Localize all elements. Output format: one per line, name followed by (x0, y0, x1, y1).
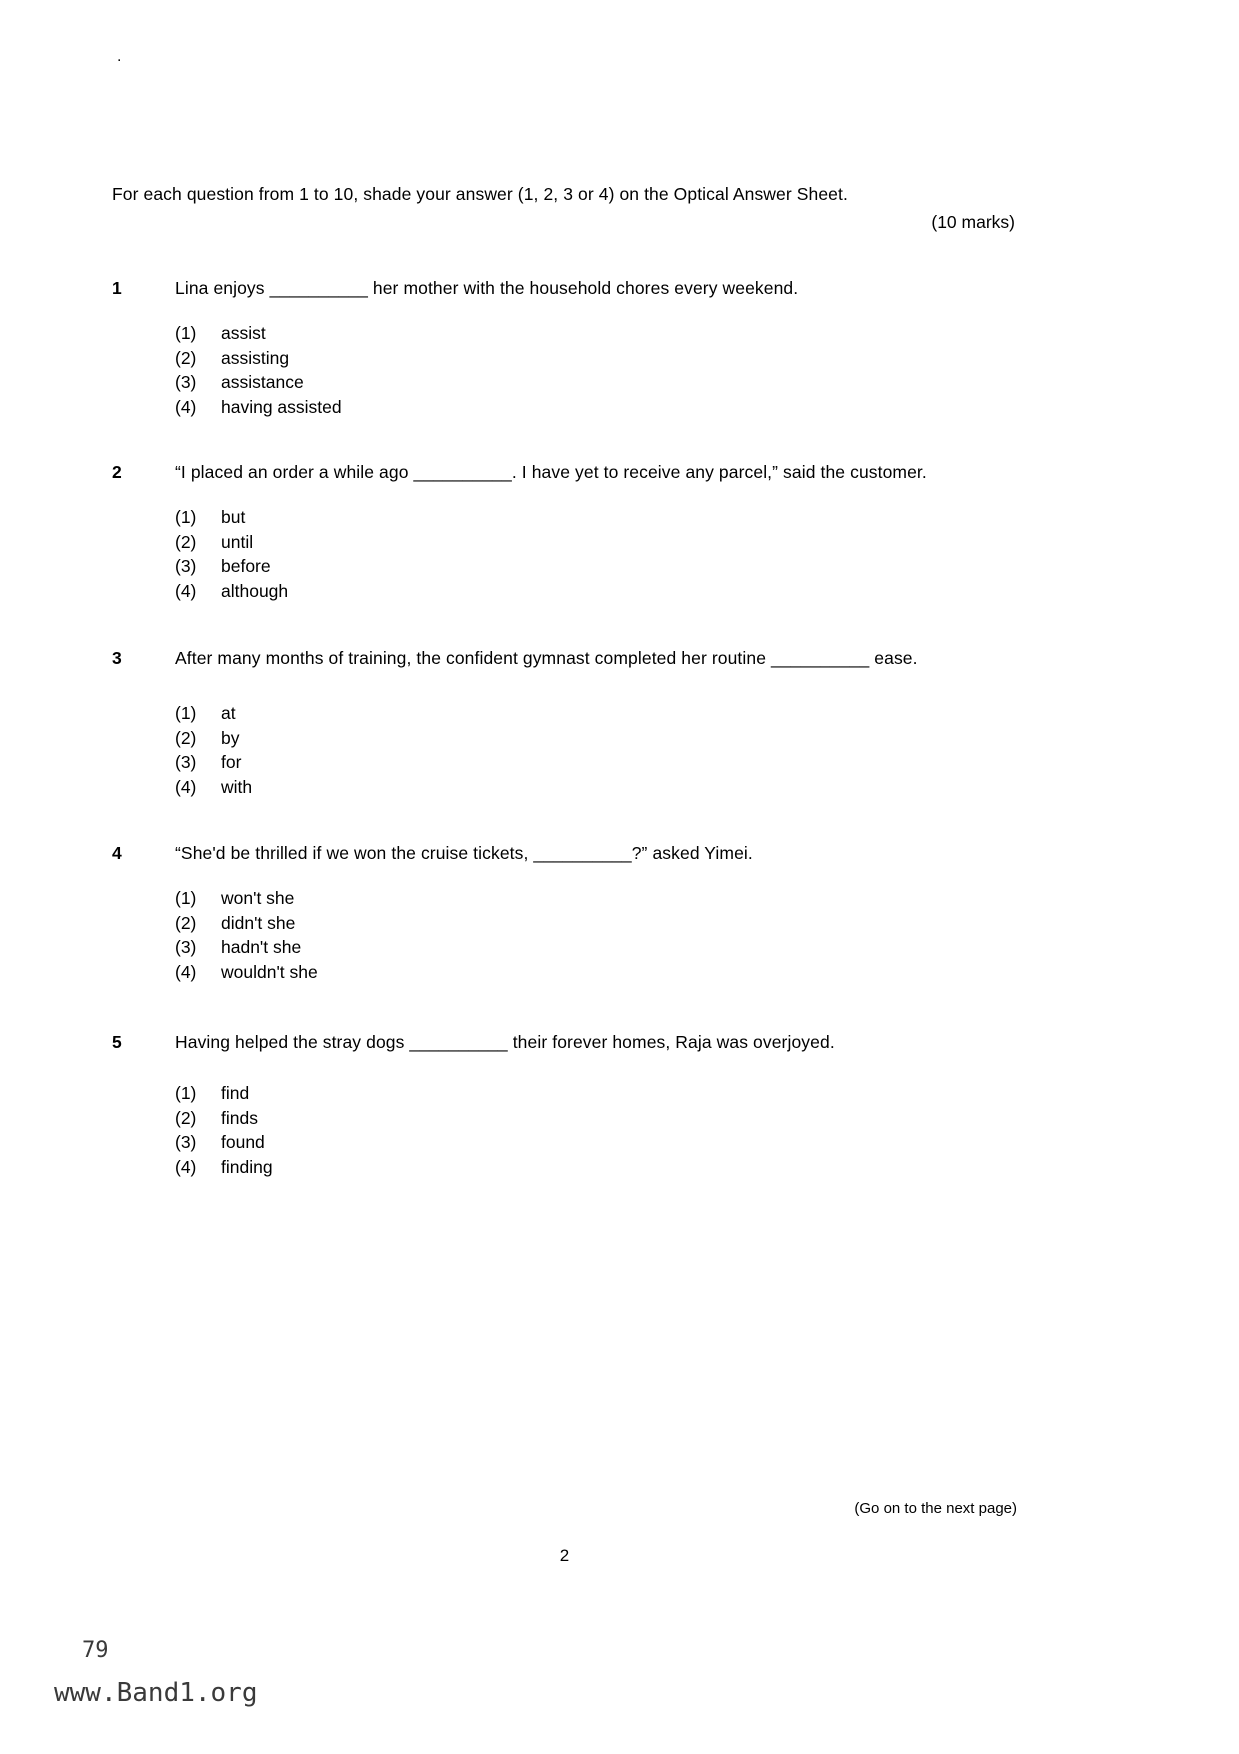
option-label: (3) (175, 752, 197, 772)
question-4 (112, 843, 1122, 984)
option-row (175, 1081, 1122, 1106)
option-text: hadn't she (221, 937, 302, 957)
option-row (175, 775, 1122, 800)
option-row (175, 395, 1122, 420)
options-list (175, 1081, 1122, 1179)
marks-label: (10 marks) (931, 212, 1015, 232)
option-label: (3) (175, 372, 197, 392)
option-text: won't she (221, 888, 295, 908)
options-list (175, 886, 1122, 984)
option-text: wouldn't she (221, 961, 318, 982)
option-row (175, 750, 1122, 775)
question-line (112, 843, 1122, 864)
question-2 (112, 462, 1122, 603)
question-text: After many months of training, the confident gymnast completed her routine __________ ease. (175, 648, 918, 668)
question-line (112, 462, 1122, 483)
options-list (175, 505, 1122, 603)
option-text: for (221, 752, 242, 772)
option-row (175, 911, 1122, 936)
option-row (175, 530, 1122, 555)
option-label: (2) (175, 727, 197, 748)
instruction-block (112, 184, 1015, 233)
option-row (175, 960, 1122, 985)
option-row (175, 935, 1122, 960)
corner-number: 79 (82, 1638, 109, 1663)
option-label: (2) (175, 347, 197, 368)
option-label: (4) (175, 961, 197, 982)
option-text: although (221, 580, 289, 601)
instruction-text: For each question from 1 to 10, shade your answer (1, 2, 3 or 4) on the Optical Answer Sheet. (112, 184, 848, 204)
option-text: before (221, 556, 271, 576)
option-label: (1) (175, 1083, 197, 1103)
option-label: (1) (175, 888, 197, 908)
page-number: 2 (559, 1546, 570, 1565)
question-text: Having helped the stray dogs __________ their forever homes, Raja was overjoyed. (175, 1032, 835, 1052)
option-row (175, 554, 1122, 579)
option-label: (2) (175, 1107, 197, 1128)
option-label: (3) (175, 937, 197, 957)
question-line (112, 648, 1122, 669)
option-label: (2) (175, 531, 197, 552)
question-text: Lina enjoys __________ her mother with the household chores every weekend. (175, 278, 799, 298)
question-number: 3 (112, 648, 122, 668)
option-text: but (221, 507, 246, 527)
question-number: 5 (112, 1032, 122, 1052)
option-label: (4) (175, 396, 197, 417)
option-row (175, 1155, 1122, 1180)
question-5 (112, 1032, 1122, 1179)
question-number: 1 (112, 278, 122, 298)
option-text: assist (221, 323, 266, 343)
question-1 (112, 278, 1122, 419)
option-label: (4) (175, 776, 197, 797)
site-watermark: www.Band1.org (54, 1678, 258, 1708)
options-list (175, 321, 1122, 419)
option-label: (1) (175, 703, 197, 723)
question-number: 2 (112, 462, 122, 482)
option-label: (4) (175, 580, 197, 601)
question-number: 4 (112, 843, 122, 863)
option-text: didn't she (221, 912, 296, 933)
option-row (175, 1106, 1122, 1131)
option-label: (3) (175, 556, 197, 576)
option-row (175, 1130, 1122, 1155)
option-row (175, 505, 1122, 530)
option-text: with (221, 776, 253, 797)
option-text: finding (221, 1156, 273, 1177)
question-line (112, 1032, 1122, 1053)
option-row (175, 321, 1122, 346)
option-text: having assisted (221, 396, 342, 417)
question-3 (112, 648, 1122, 799)
next-page-note: (Go on to the next page) (854, 1500, 1017, 1517)
option-row (175, 346, 1122, 371)
option-text: at (221, 703, 236, 723)
option-row (175, 370, 1122, 395)
option-row (175, 579, 1122, 604)
scan-artifact-dot: . (117, 48, 122, 65)
option-text: until (221, 531, 254, 552)
option-row (175, 701, 1122, 726)
option-text: finds (221, 1107, 258, 1128)
option-row (175, 726, 1122, 751)
question-text: “She'd be thrilled if we won the cruise tickets, __________?” asked Yimei. (175, 843, 753, 863)
option-label: (1) (175, 323, 197, 343)
question-line (112, 278, 1122, 299)
option-label: (3) (175, 1132, 197, 1152)
option-text: find (221, 1083, 250, 1103)
option-text: assistance (221, 372, 304, 392)
option-label: (4) (175, 1156, 197, 1177)
question-text: “I placed an order a while ago __________. I have yet to receive any parcel,” said the customer. (175, 462, 927, 482)
option-text: by (221, 727, 240, 748)
option-text: assisting (221, 347, 290, 368)
option-row (175, 886, 1122, 911)
options-list (175, 701, 1122, 799)
option-label: (1) (175, 507, 197, 527)
option-text: found (221, 1132, 265, 1152)
option-label: (2) (175, 912, 197, 933)
